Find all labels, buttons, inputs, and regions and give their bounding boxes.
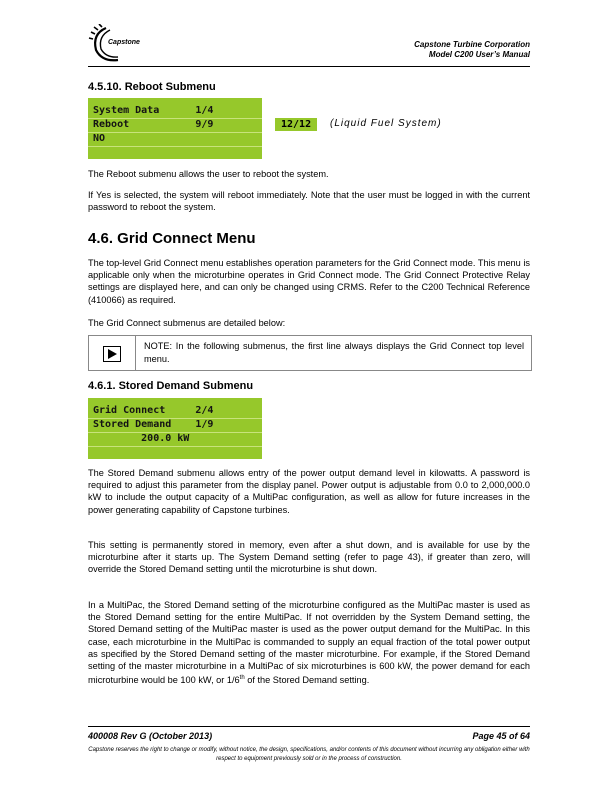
lcd-row: Reboot 9/9	[93, 119, 214, 130]
stored-demand-lcd-display	[88, 398, 262, 459]
footer-disclaimer: Capstone reserves the right to change or modify, without notice, the design, specifications, and/or contents of this document without incurring any obligation either with respect to equipment previously sold or in the process of construction.	[88, 747, 530, 762]
lcd-row: NO	[93, 133, 106, 144]
reboot-paragraph-1: The Reboot submenu allows the user to reboot the system.	[88, 169, 329, 179]
note-box	[88, 335, 532, 371]
footer-doc-id: 400008 Rev G (October 2013)	[88, 731, 213, 741]
stored-paragraph-3-end: of the Stored Demand setting.	[244, 675, 370, 686]
lcd-row: 200.0 kW	[93, 433, 190, 444]
footer-rule	[88, 726, 530, 727]
stored-paragraph-1: The Stored Demand submenu allows entry of the power output demand level in kilowatts. A password is required to adjust this parameter from the display panel. Power output is adjustable from 0.0 to 2,000,000.0 kW to include the output capacity of a MultiPac configuration, as well as allow for future increases in the power generating capability of Capstone turbines.	[88, 468, 530, 515]
lcd-page-indicator: 12/12	[275, 118, 317, 131]
capstone-logo	[88, 24, 158, 66]
reboot-paragraph-2: If Yes is selected, the system will reboot immediately. Note that the user must be logged in with the current password to reboot the system.	[88, 190, 530, 213]
note-text: NOTE: In the following submenus, the first line always displays the Grid Connect top level menu.	[144, 341, 524, 364]
reboot-heading: 4.5.10. Reboot Submenu	[88, 81, 216, 93]
note-cell	[89, 336, 136, 370]
grid-paragraph-2: The Grid Connect submenus are detailed below:	[88, 318, 286, 328]
stored-demand-heading: 4.6.1. Stored Demand Submenu	[88, 380, 254, 392]
footer-page-number: Page 45 of 64	[472, 731, 530, 741]
lcd-side-note: (Liquid Fuel System)	[330, 118, 442, 129]
lcd-row: System Data 1/4	[93, 105, 214, 116]
header-manual: Model C200 User’s Manual	[428, 50, 530, 59]
note-arrow-icon	[103, 346, 121, 362]
lcd-divider	[88, 146, 262, 147]
lcd-divider	[88, 446, 262, 447]
lcd-divider	[88, 132, 262, 133]
header-company: Capstone Turbine Corporation	[414, 40, 530, 49]
header-rule	[88, 66, 530, 67]
stored-paragraph-3-text: In a MultiPac, the Stored Demand setting of the microturbine configured as the MultiPac master is used as the Stored Demand setting for the entire MultiPac. If not overridden by the System Demand setting, the Stored Demand setting of the MultiPac master is used as the power output demand for the MultiPac. In this case, each microturbine in the MultiPac is commanded to supply an equal fraction of the total power output as specified by the Stored Demand setting of the master microturbine. For example, if the Stored Demand setting of the master microturbine in a MultiPac of six microturbines is 600 kW, the power demand for each microturbine would be 100 kW, or 1/6	[88, 600, 530, 686]
stored-paragraph-2: This setting is permanently stored in memory, even after a shut down, and is available for use by the microturbine after it starts up. The System Demand setting (refer to page 43), if greater than zero, will override the Stored Demand setting until the microturbine is shut down.	[88, 540, 530, 575]
reboot-lcd-display	[88, 98, 262, 159]
grid-connect-heading: 4.6. Grid Connect Menu	[88, 230, 256, 247]
lcd-row: Stored Demand 1/9	[93, 419, 214, 430]
grid-paragraph-1: The top-level Grid Connect menu establishes operation parameters for the Grid Connect mode. This menu is applicable only when the microturbine operates in Grid Connect mode. The Grid Connect Protective Relay settings are displayed here, and can only be changed using CRMS. Refer to the C200 Technical Reference (410066) as required.	[88, 258, 530, 305]
superscript-th: th	[239, 675, 245, 682]
stored-paragraph-3	[88, 599, 530, 686]
logo-text: Capstone	[108, 39, 140, 46]
lcd-row: Grid Connect 2/4	[93, 405, 214, 416]
